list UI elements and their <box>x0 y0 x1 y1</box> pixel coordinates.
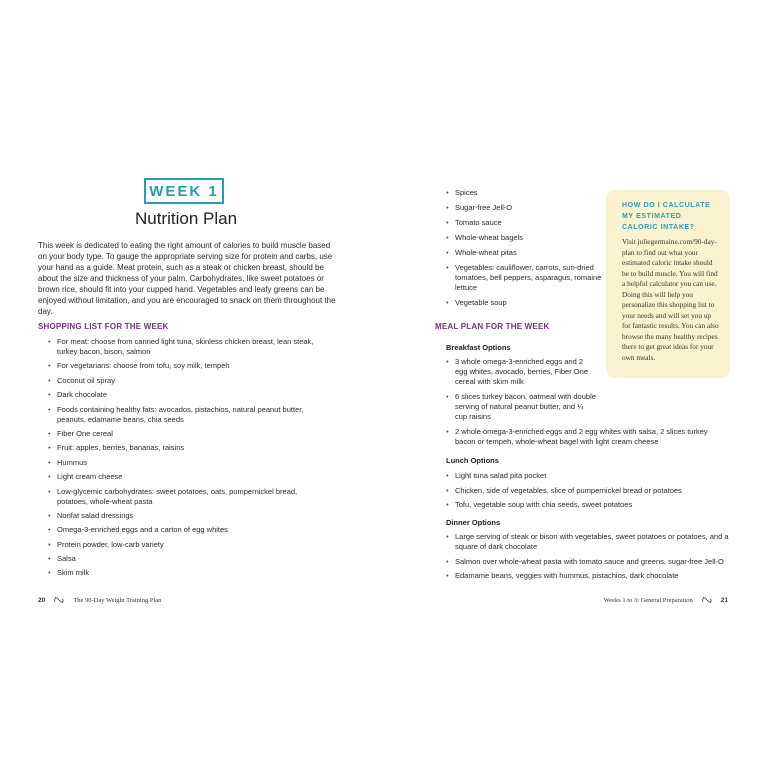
page-title: Nutrition Plan <box>134 209 238 228</box>
list-item: • Dark chocolate <box>48 390 330 400</box>
list-item: • Chicken, side of vegetables, slice of pumpernickel bread or potatoes <box>446 486 730 496</box>
breakfast-heading: Breakfast Options <box>446 343 511 352</box>
list-item: • Foods containing healthy fats: avocados, pistachios, natural peanut butter, peanuts, edamame beans, chia seeds <box>48 405 330 425</box>
list-item: • Whole-wheat pitas <box>446 248 606 258</box>
sidebar-body: Visit juliegermaine.com/90-day-plan to find out what your estimated caloric intake should be to build muscle. You will find a helpful calculator you can use. Doing this will help you personalize this shopping list to your needs and will set you up for fantastic results. You can also browse the many healthy recipes there to get great ideas for your own meals. <box>622 237 719 362</box>
shopping-list-heading: SHOPPING LIST FOR THE WEEK <box>38 322 169 331</box>
dumbbell-icon <box>701 596 713 605</box>
week-badge: WEEK 1 <box>144 178 224 204</box>
lunch-list <box>446 471 730 510</box>
meal-plan-heading: MEAL PLAN FOR THE WEEK <box>435 322 550 331</box>
list-item: • Skim milk <box>48 568 330 578</box>
list-item: • Light tuna salad pita pocket <box>446 471 730 481</box>
list-item: • Spices <box>446 188 606 198</box>
list-item: • Whole-wheat bagels <box>446 233 606 243</box>
list-item: • Hummus <box>48 458 330 468</box>
list-item: • Large serving of steak or bison with vegetables, sweet potatoes or potatoes, and a square of dark chocolate <box>446 532 730 552</box>
list-item: • 3 whole omega-3-enriched eggs and 2 egg whites, avocado, berries, Fiber One cereal with skim milk <box>446 357 596 387</box>
list-item: • For vegetarians: choose from tofu, soy milk, tempeh <box>48 361 330 371</box>
list-item: • Vegetable soup <box>446 298 606 308</box>
lunch-heading: Lunch Options <box>446 456 499 465</box>
shopping-list-continued <box>446 188 606 308</box>
list-item: • Sugar-free Jell-O <box>446 203 606 213</box>
list-item: • Low-glycemic carbohydrates: sweet potatoes, oats, pumpernickel bread, potatoes, whole-wheat pasta <box>48 487 330 507</box>
list-item: • Vegetables: cauliflower, carrots, sun-dried tomatoes, bell peppers, asparagus, romaine lettuce <box>446 263 606 293</box>
breakfast-list <box>446 357 596 426</box>
list-item: • For meat: choose from canned light tuna, skinless chicken breast, lean steak, turkey bacon, bison, salmon <box>48 337 330 357</box>
list-item: • Omega-3-enriched eggs and a carton of egg whites <box>48 525 330 535</box>
page-number: 20 <box>38 597 46 604</box>
list-item: • Tomato sauce <box>446 218 606 228</box>
left-footer <box>38 596 161 605</box>
caloric-intake-sidebar <box>606 190 730 378</box>
intro-paragraph: This week is dedicated to eating the right amount of calories to build muscle based on your body type. To gauge the appropriate serving size for protein and carbs, use your hand as a guide. Meat protein, such as a steak or chicken breast, should be about the size and thickness of your palm. Carbohydrates, like sweet potatoes or brown rice, should fit into your cupped hand. Vegetables and leafy greens can be enjoyed without limitation, and you are encouraged to snack on them throughout the day. <box>38 241 336 316</box>
shopping-list <box>48 337 330 583</box>
book-title: The 90-Day Weight Training Plan <box>73 597 162 604</box>
list-item: • Fruit: apples, berries, bananas, raisins <box>48 443 330 453</box>
dinner-heading: Dinner Options <box>446 518 501 527</box>
dumbbell-icon <box>53 596 65 605</box>
list-item: • Protein powder, low-carb variety <box>48 540 330 550</box>
list-item: • Tofu, vegetable soup with chia seeds, sweet potatoes <box>446 500 730 510</box>
list-item: • 6 slices turkey bacon, oatmeal with double serving of natural peanut butter, and ¼ cup raisins <box>446 392 596 422</box>
list-item: • Edamame beans, veggies with hummus, pistachios, dark chocolate <box>446 571 730 581</box>
list-item: • Nonfat salad dressings <box>48 511 330 521</box>
dinner-list <box>446 532 730 581</box>
list-item: • Salsa <box>48 554 330 564</box>
page-number: 21 <box>720 597 728 604</box>
right-page <box>384 0 768 768</box>
breakfast-list-cont <box>446 427 730 447</box>
sidebar-heading: HOW DO I CALCULATE MY ESTIMATED CALORIC INTAKE? <box>622 202 711 231</box>
list-item: • Light cream cheese <box>48 472 330 482</box>
right-footer <box>604 596 728 605</box>
list-item: • 2 whole omega-3-enriched eggs and 2 egg whites with salsa, 2 slices turkey bacon or tempeh, whole-wheat bagel with light cream cheese <box>446 427 730 447</box>
list-item: • Salmon over whole-wheat pasta with tomato sauce and greens, sugar-free Jell-O <box>446 557 730 567</box>
list-item: • Coconut oil spray <box>48 376 330 386</box>
list-item: • Fiber One cereal <box>48 429 330 439</box>
section-title: Weeks 1 to 3: General Preparation <box>603 597 693 604</box>
